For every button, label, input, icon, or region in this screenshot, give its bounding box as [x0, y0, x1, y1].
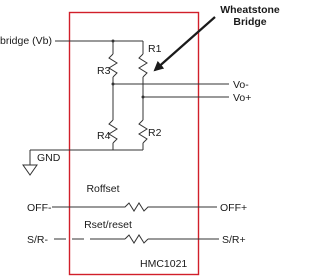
r4-label: R4 — [97, 130, 111, 142]
ground-icon — [23, 165, 37, 175]
vo-minus-label: Vo- — [233, 79, 249, 91]
chip-name: HMC1021 — [140, 258, 188, 270]
r2-label: R2 — [148, 127, 162, 139]
off-plus-label: OFF+ — [220, 202, 248, 214]
roffset-label: Roffset — [86, 183, 120, 195]
vo-plus-node — [142, 96, 145, 99]
vo-minus-node — [112, 83, 115, 86]
sr-plus-label: S/R+ — [222, 234, 246, 246]
sr-minus-label: S/R- — [27, 234, 48, 246]
r3-label: R3 — [97, 65, 111, 77]
vo-plus-label: Vo+ — [233, 92, 252, 104]
resistor-rset — [125, 235, 148, 243]
callout-label-line1: Wheatstone — [220, 4, 280, 16]
vb-pin-label: bridge (Vb) — [0, 35, 52, 47]
rset-label: Rset/reset — [84, 219, 132, 231]
gnd-label: GND — [37, 152, 61, 164]
callout-arrow — [155, 17, 215, 70]
resistor-roffset — [52, 203, 217, 211]
chip-outline — [70, 13, 199, 275]
callout-label-line2: Bridge — [233, 16, 267, 28]
resistor-r2 — [139, 120, 147, 143]
off-minus-label: OFF- — [27, 202, 52, 214]
r1-label: R1 — [148, 43, 162, 55]
resistor-r1 — [139, 54, 147, 77]
